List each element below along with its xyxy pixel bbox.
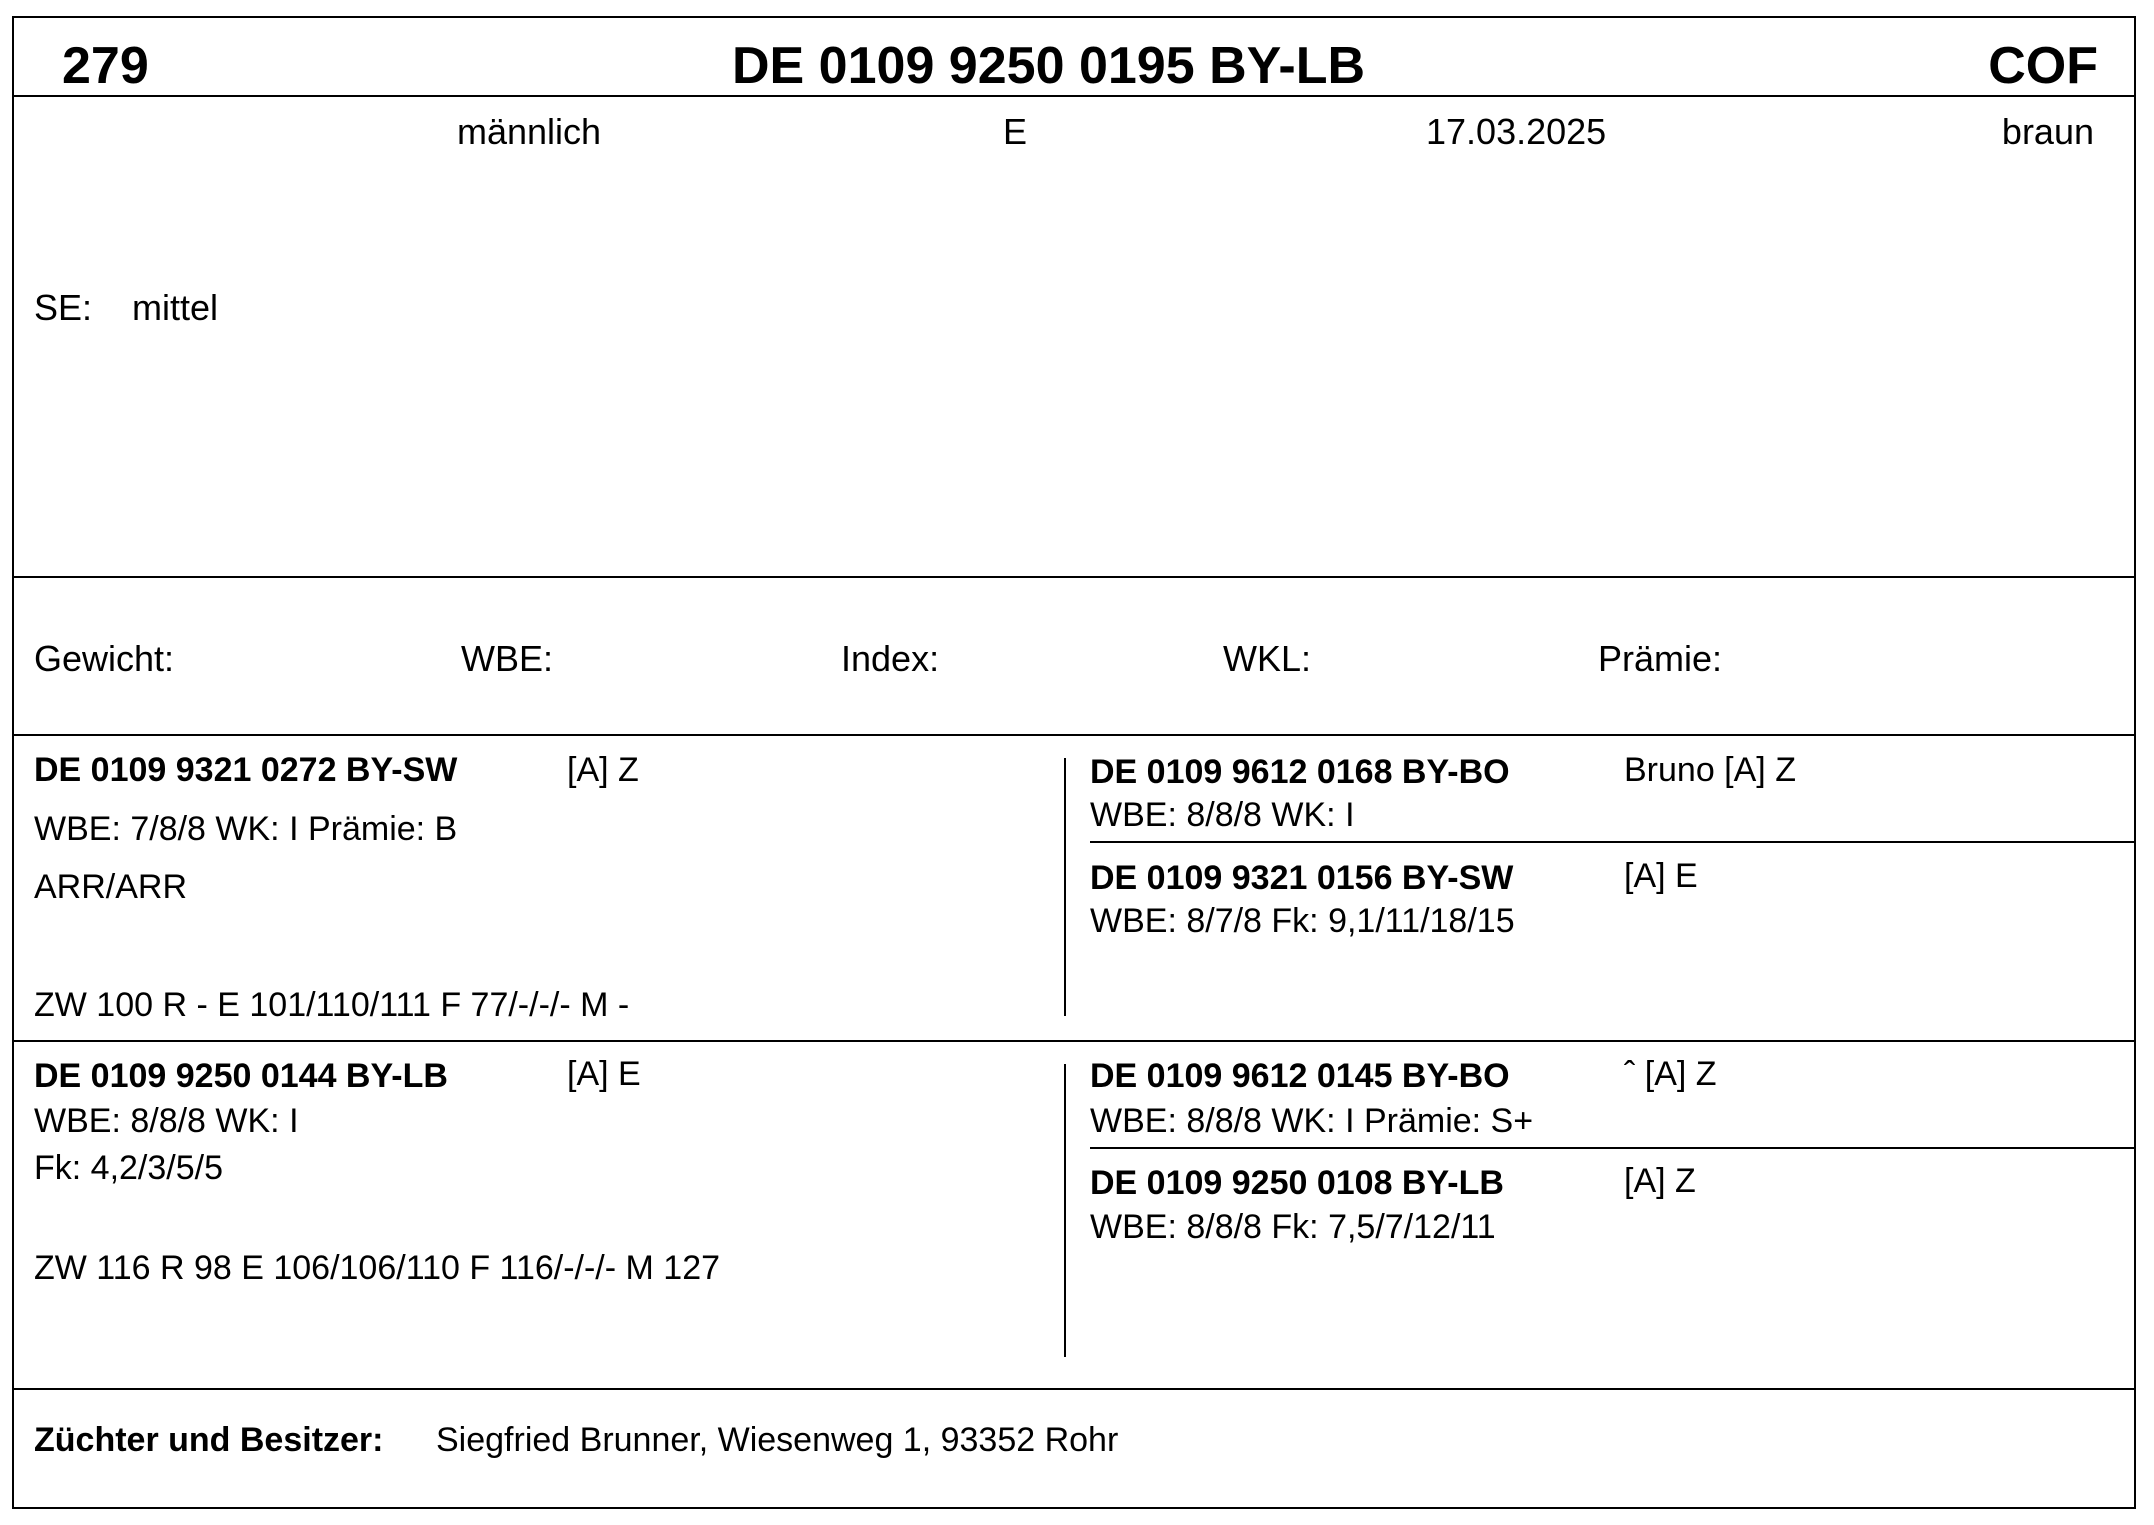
birth-date: 17.03.2025 <box>1426 111 1607 152</box>
section-divider-1 <box>14 576 2134 578</box>
dam-sire-id: DE 0109 9612 0145 BY-BO <box>1090 1057 1510 1095</box>
dam-fk: Fk: 4,2/3/5/5 <box>34 1149 223 1187</box>
sire-wbe: WBE: 7/8/8 WK: I Prämie: B <box>34 810 458 848</box>
catalog-number: 279 <box>62 37 149 95</box>
dam-wbe: WBE: 8/8/8 WK: I <box>34 1102 299 1140</box>
weight-label: Gewicht: <box>34 638 175 679</box>
sire-column-divider <box>1064 758 1066 1016</box>
dam-parents-divider <box>1090 1147 2134 1149</box>
breeder-label: Züchter und Besitzer: <box>34 1421 384 1459</box>
color-value: braun <box>2001 111 2094 152</box>
se-value: mittel <box>132 287 219 328</box>
animal-id: DE 0109 9250 0195 BY-LB <box>732 37 1366 95</box>
section-divider-3 <box>14 1040 2134 1042</box>
index-label: Index: <box>841 638 940 679</box>
section-divider-2 <box>14 734 2134 736</box>
sire-tags: [A] Z <box>567 751 639 789</box>
sire-sire-tags: Bruno [A] Z <box>1624 751 1796 789</box>
dam-sire-wbe: WBE: 8/8/8 WK: I Prämie: S+ <box>1090 1102 1534 1140</box>
dam-dam-wbe: WBE: 8/8/8 Fk: 7,5/7/12/11 <box>1090 1208 1496 1246</box>
header-divider <box>14 95 2134 97</box>
type-value: E <box>1003 111 1028 152</box>
sire-genotype: ARR/ARR <box>34 868 188 906</box>
breed-code: COF <box>1988 37 2098 95</box>
wkl-label: WKL: <box>1223 638 1312 679</box>
sire-parents-divider <box>1090 841 2134 843</box>
sire-dam-tags: [A] E <box>1624 857 1698 895</box>
sire-sire-wbe: WBE: 8/8/8 WK: I <box>1090 796 1355 834</box>
dam-id: DE 0109 9250 0144 BY-LB <box>34 1057 448 1095</box>
sire-dam-id: DE 0109 9321 0156 BY-SW <box>1090 859 1514 897</box>
se-label: SE: <box>34 287 93 328</box>
dam-dam-tags: [A] Z <box>1624 1162 1696 1200</box>
dam-column-divider <box>1064 1064 1066 1357</box>
sire-performance: ZW 100 R - E 101/110/111 F 77/-/-/- M - <box>34 986 630 1024</box>
dam-sire-tags: ˆ [A] Z <box>1624 1055 1717 1093</box>
section-divider-4 <box>14 1388 2134 1390</box>
praemie-label: Prämie: <box>1598 638 1723 679</box>
dam-performance: ZW 116 R 98 E 106/106/110 F 116/-/-/- M 127 <box>34 1249 721 1287</box>
breeder-value: Siegfried Brunner, Wiesenweg 1, 93352 Rohr <box>436 1421 1119 1459</box>
sire-sire-id: DE 0109 9612 0168 BY-BO <box>1090 753 1510 791</box>
sire-id: DE 0109 9321 0272 BY-SW <box>34 751 458 789</box>
sex-value: männlich <box>457 111 602 152</box>
wbe-label: WBE: <box>461 638 554 679</box>
dam-tags: [A] E <box>567 1055 641 1093</box>
animal-card <box>12 16 2136 1509</box>
dam-dam-id: DE 0109 9250 0108 BY-LB <box>1090 1164 1504 1202</box>
sire-dam-wbe: WBE: 8/7/8 Fk: 9,1/11/18/15 <box>1090 902 1515 940</box>
